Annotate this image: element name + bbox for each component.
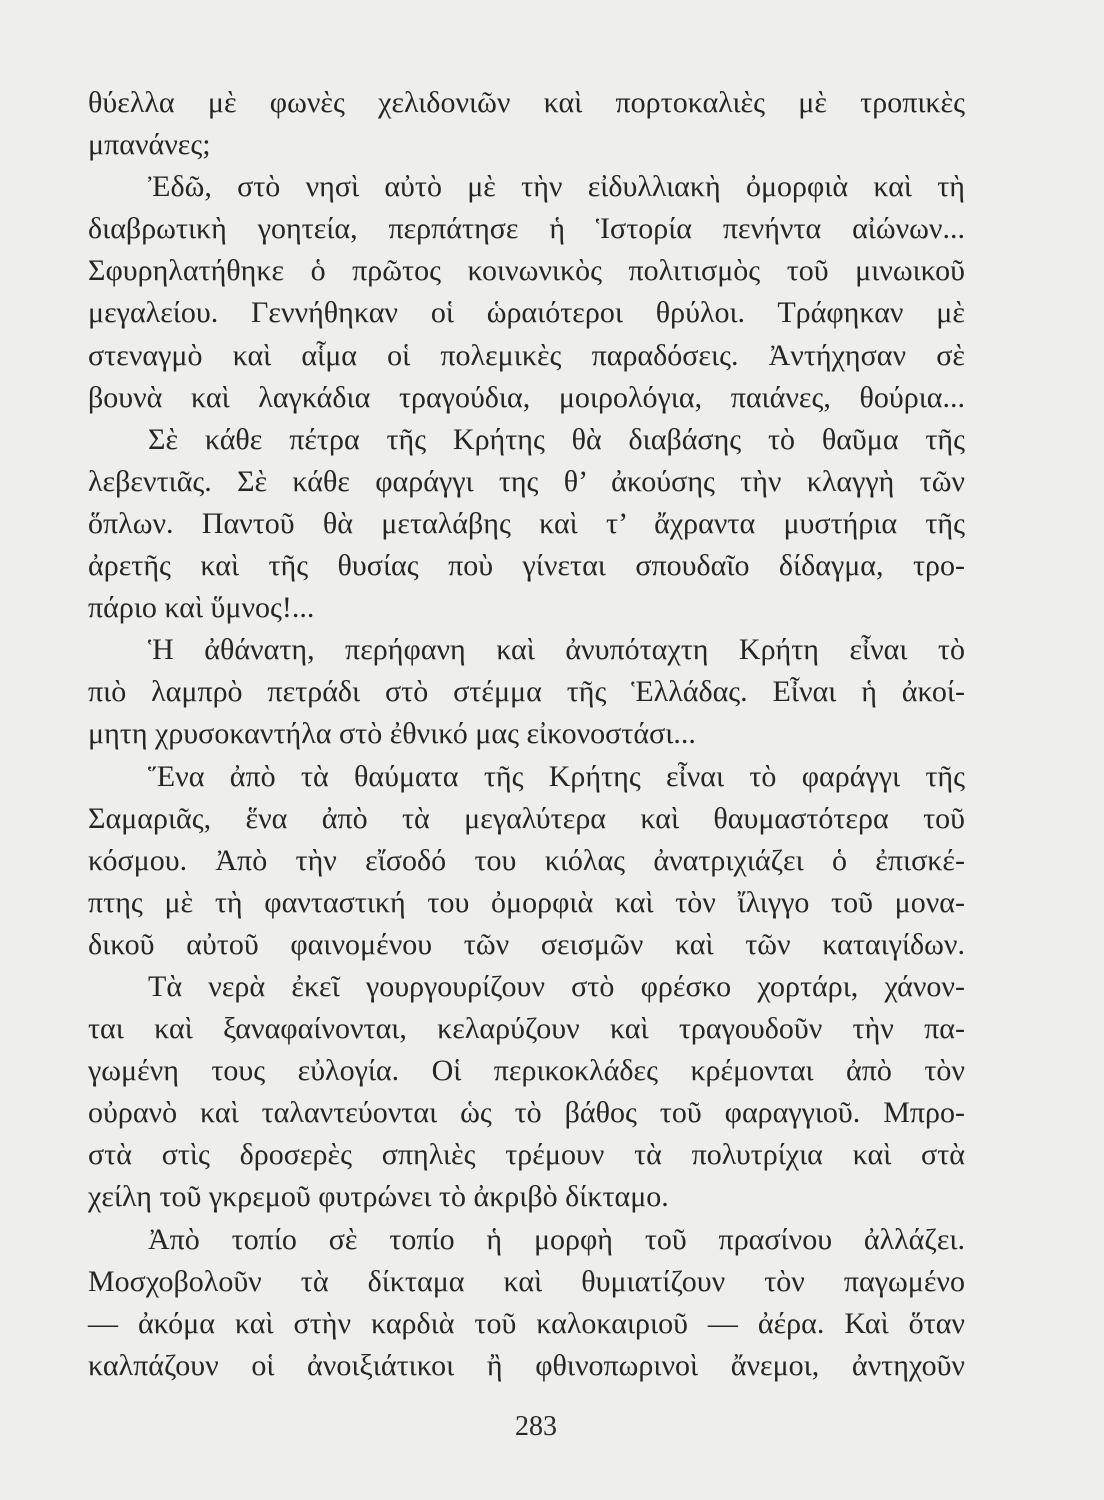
text-line: καλπάζουν οἱ ἀνοιξιάτικοι ἢ φθινοπωρινοὶ ἄνεμοι, ἀντηχοῦν bbox=[88, 1348, 965, 1382]
text-line: γωμένη τους εὐλογία. Οἱ περικοκλάδες κρέμονται ἀπὸ τὸν bbox=[88, 1054, 965, 1088]
text-line: βουνὰ καὶ λαγκάδια τραγούδια, μοιρολόγια, παιάνες, θούρια... bbox=[88, 380, 965, 414]
text-line: Ἕνα ἀπὸ τὰ θαύματα τῆς Κρήτης εἶναι τὸ φαράγγι τῆς bbox=[148, 759, 965, 793]
text-line: ὅπλων. Παντοῦ θὰ μεταλάβης καὶ τ’ ἄχραντα μυστήρια τῆς bbox=[88, 506, 965, 540]
paragraph bbox=[88, 1219, 965, 1387]
text-line: στὰ στὶς δροσερὲς σπηλιὲς τρέμουν τὰ πολυτρίχια καὶ στὰ bbox=[88, 1138, 965, 1172]
paragraph bbox=[88, 166, 965, 419]
text-line: διαβρωτικὴ γοητεία, περπάτησε ἡ Ἱστορία πενήντα αἰώνων... bbox=[88, 212, 965, 246]
text-line: Σφυρηλατήθηκε ὁ πρῶτος κοινωνικὸς πολιτισμὸς τοῦ μινωικοῦ bbox=[88, 254, 965, 288]
text-line: Τὰ νερὰ ἐκεῖ γουργουρίζουν στὸ φρέσκο χορτάρι, χάνον- bbox=[148, 969, 965, 1003]
text-line: χείλη τοῦ γκρεμοῦ φυτρώνει τὸ ἀκριβὸ δίκταμο. bbox=[88, 1180, 669, 1214]
text-line: μεγαλείου. Γεννήθηκαν οἱ ὡραιότεροι θρύλοι. Τράφηκαν μὲ bbox=[88, 296, 965, 330]
text-line: ἀρετῆς καὶ τῆς θυσίας ποὺ γίνεται σπουδαῖο δίδαγμα, τρο- bbox=[88, 549, 965, 583]
text-line: στεναγμὸ καὶ αἷμα οἱ πολεμικὲς παραδόσεις. Ἀντήχησαν σὲ bbox=[88, 338, 965, 372]
text-line: Ἡ ἀθάνατη, περήφανη καὶ ἀνυπόταχτη Κρήτη εἶναι τὸ bbox=[148, 633, 965, 667]
text-line: — ἀκόμα καὶ στὴν καρδιὰ τοῦ καλοκαιριοῦ — ἀέρα. Καὶ ὅταν bbox=[88, 1306, 965, 1340]
paragraph bbox=[88, 82, 965, 166]
paragraph bbox=[88, 629, 965, 755]
page-number: 283 bbox=[515, 1411, 557, 1442]
text-line: ται καὶ ξαναφαίνονται, κελαρύζουν καὶ τραγουδοῦν τὴν πα- bbox=[88, 1012, 965, 1046]
text-line: Σὲ κάθε πέτρα τῆς Κρήτης θὰ διαβάσης τὸ θαῦμα τῆς bbox=[148, 422, 965, 456]
text-line: μητη χρυσοκαντήλα στὸ ἐθνικό μας εἰκονοστάσι... bbox=[88, 717, 696, 751]
text-line: μπανάνες; bbox=[88, 128, 211, 162]
text-line: Σαμαριᾶς, ἕνα ἀπὸ τὰ μεγαλύτερα καὶ θαυμαστότερα τοῦ bbox=[88, 801, 965, 835]
text-line: πιὸ λαμπρὸ πετράδι στὸ στέμμα τῆς Ἑλλάδας. Εἶναι ἡ ἀκοί- bbox=[88, 675, 965, 709]
page-body-text bbox=[88, 82, 965, 1387]
text-line: θύελλα μὲ φωνὲς χελιδονιῶν καὶ πορτοκαλιὲς μὲ τροπικὲς bbox=[88, 86, 965, 119]
paragraph bbox=[88, 966, 965, 1219]
text-line: πτης μὲ τὴ φανταστική του ὀμορφιὰ καὶ τὸν ἴλιγγο τοῦ μονα- bbox=[88, 885, 965, 919]
paragraph bbox=[88, 756, 965, 966]
text-line: λεβεντιᾶς. Σὲ κάθε φαράγγι της θ’ ἀκούσης τὴν κλαγγὴ τῶν bbox=[88, 464, 965, 498]
text-line: δικοῦ αὐτοῦ φαινομένου τῶν σεισμῶν καὶ τῶν καταιγίδων. bbox=[88, 927, 965, 961]
text-line: Ἀπὸ τοπίο σὲ τοπίο ἡ μορφὴ τοῦ πρασίνου ἀλλάζει. bbox=[148, 1222, 965, 1256]
text-line: κόσμου. Ἀπὸ τὴν εἴσοδό του κιόλας ἀνατριχιάζει ὁ ἐπισκέ- bbox=[88, 843, 965, 877]
text-line: πάριο καὶ ὕμνος!... bbox=[88, 591, 315, 625]
text-line: Μοσχοβολοῦν τὰ δίκταμα καὶ θυμιατίζουν τὸν παγωμένο bbox=[88, 1264, 965, 1298]
text-line: Ἐδῶ, στὸ νησὶ αὐτὸ μὲ τὴν εἰδυλλιακὴ ὀμορφιὰ καὶ τὴ bbox=[148, 170, 965, 204]
text-line: οὐρανὸ καὶ ταλαντεύονται ὡς τὸ βάθος τοῦ φαραγγιοῦ. Μπρο- bbox=[88, 1096, 965, 1130]
paragraph bbox=[88, 419, 965, 629]
